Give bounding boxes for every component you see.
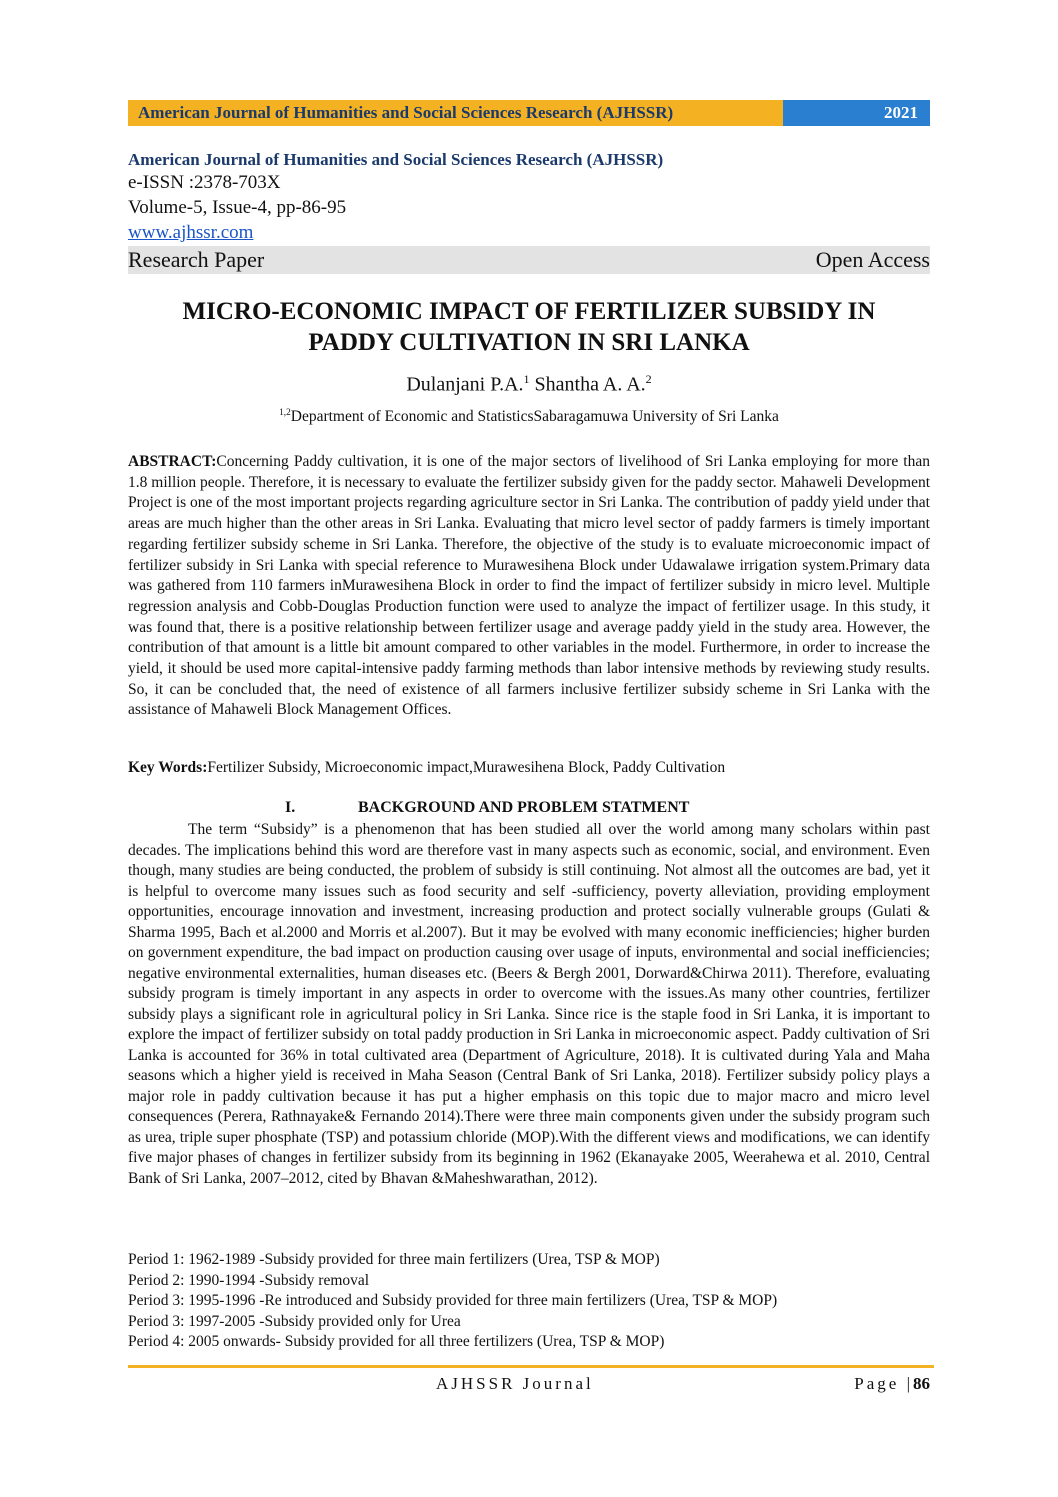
keywords — [128, 758, 930, 778]
keywords-text: Fertilizer Subsidy, Microeconomic impact,Murawesihena Block, Paddy Cultivation — [207, 759, 726, 776]
author-1: Dulanjani P.A. — [406, 373, 524, 396]
keywords-label: Key Words: — [128, 759, 208, 776]
journal-header-band — [128, 100, 930, 126]
affiliation-text: Department of Economic and StatisticsSabaragamuwa University of Sri Lanka — [290, 408, 779, 426]
author-1-sup: 1 — [523, 372, 530, 386]
title-line-1: MICRO-ECONOMIC IMPACT OF FERTILIZER SUBSIDY IN — [182, 298, 876, 325]
header-year: 2021 — [783, 100, 930, 126]
section-title: BACKGROUND AND PROBLEM STATMENT — [358, 799, 690, 816]
period-item: Period 3: 1997-2005 -Subsidy provided only for Urea — [128, 1312, 461, 1330]
author-2: Shantha A. A. — [529, 373, 646, 396]
footer-page-label: Page | — [854, 1374, 913, 1393]
open-access-label: Open Access — [815, 247, 930, 272]
paper-title — [128, 296, 930, 358]
footer-page-number: 86 — [913, 1374, 930, 1393]
abstract-label: ABSTRACT: — [128, 453, 217, 470]
journal-volume: Volume-5, Issue-4, pp-86-95 — [128, 197, 347, 218]
journal-name: American Journal of Humanities and Social Sciences Research (AJHSSR) — [128, 150, 664, 169]
header-journal-name: American Journal of Humanities and Social Sciences Research (AJHSSR) — [128, 100, 783, 126]
period-list — [128, 1250, 930, 1353]
author-2-sup: 2 — [645, 372, 652, 386]
footer-page — [854, 1374, 930, 1394]
affiliation-sup: 1,2 — [279, 408, 291, 418]
abstract — [128, 452, 930, 721]
section-paragraph: The term “Subsidy” is a phenomenon that has been studied all over the world among many scholars within past decades. The implications behind this word are therefore vast in many aspects such as economic, social, and environment. Even though, many studies are being conducted, the problem of subsidy is still continuing. Not almost all the outcomes are bad, yet it is helpful to overcome many issues such as food security and self -sufficiency, poverty alleviation, providing employment opportunities, encourage innovation and investment, increasing production and protect socially vulnerable groups (Gulati & Sharma 1995, Bach et al.2000 and Morris et al.2007). But it may be evolved with many economic inefficiencies; higher burden on government expenditure, the bad impact on production causing over usage of inputs, environmental and social inefficiencies; negative environmental externalities, human diseases etc. (Beers & Bergh 2001, Dorward&Chirwa 2011). Therefore, evaluating subsidy program is timely important in any aspects in order to overcome with the issues.As many other countries, fertilizer subsidy plays a significant role in agricultural policy in Sri Lanka. Since rice is the staple food in Sri Lanka, it is important to explore the impact of fertilizer subsidy on total paddy production in Sri Lanka in microeconomic aspect. Paddy cultivation of Sri Lanka is accounted for 36% in total cultivated area (Department of Agriculture, 2018). It is cultivated during Yala and Maha seasons which a higher yield is received in Maha Season (Central Bank of Sri Lanka, 2018). Fertilizer subsidy policy plays a major role in paddy cultivation because it has put a higher emphasis on this topic due to major macro and micro level consequences (Perera, Rathnayake& Fernando 2014).There were three main components given under the subsidy program such as urea, triple super phosphate (TSP) and potassium chloride (MOP).With the different views and modifications, we can identify five major phases of changes in fertilizer subsidy from its beginning in 1962 (Ekanayake 2005, Weerahewa et al. 2010, Central Bank of Sri Lanka, 2007–2012, cited by Bhavan &Maheshwarathan, 2012). — [128, 821, 930, 1187]
period-item: Period 3: 1995-1996 -Re introduced and Subsidy provided for three main fertilizers (Urea, TSP & MOP) — [128, 1292, 778, 1309]
journal-issn: e-ISSN :2378-703X — [128, 172, 281, 193]
article-type-bar — [128, 246, 930, 274]
period-item: Period 1: 1962-1989 -Subsidy provided for three main fertilizers (Urea, TSP & MOP) — [128, 1251, 660, 1268]
journal-url-link[interactable]: www.ajhssr.com — [128, 222, 254, 243]
period-item: Period 4: 2005 onwards- Subsidy provided for all three fertilizers (Urea, TSP & MOP) — [128, 1333, 665, 1350]
footer-journal: AJHSSR Journal — [436, 1374, 594, 1393]
affiliation — [128, 408, 930, 426]
period-item: Period 2: 1990-1994 -Subsidy removal — [128, 1271, 370, 1289]
abstract-text: Concerning Paddy cultivation, it is one of the major sectors of livelihood of Sri Lanka employing for more than 1.8 million people. Therefore, it is necessary to evaluate the fertilizer subsidy given for the paddy sector. Mahaweli Development Project is one of the most important projects regarding agriculture sector in Sri Lanka. The contribution of paddy yield under that areas are much higher than the other areas in Sri Lanka. Evaluating that micro level sector of paddy farmers is timely important regarding fertilizer subsidy scheme in Sri Lanka. Therefore, the objective of the study is to evaluate microeconomic impact of fertilizer subsidy in Sri Lanka with special reference to Murawesihena Block under Udawalawe irrigation system.Primary data was gathered from 110 farmers inMurawesihena Block in order to find the impact of fertilizer subsidy in micro level. Multiple regression analysis and Cobb-Douglas Production function were used to analyze the impact of fertilizer usage. In this study, it was found that, there is a positive relationship between fertilizer usage and average paddy yield in the study area. However, the contribution of that amount is a little bit amount compared to other variables in the model. Furthermore, in order to increase the yield, it should be used more capital-intensive paddy farming methods than labor intensive methods by reviewing study results. So, it can be concluded that, the need of existence of all farmers inclusive fertilizer subsidy scheme in Sri Lanka with the assistance of Mahaweli Block Management Offices. — [128, 453, 930, 719]
authors-line — [128, 372, 930, 397]
article-type: Research Paper — [128, 247, 265, 272]
title-line-2: PADDY CULTIVATION IN SRI LANKA — [308, 329, 750, 356]
footer-divider — [128, 1365, 934, 1368]
section-number: I. — [285, 799, 296, 816]
